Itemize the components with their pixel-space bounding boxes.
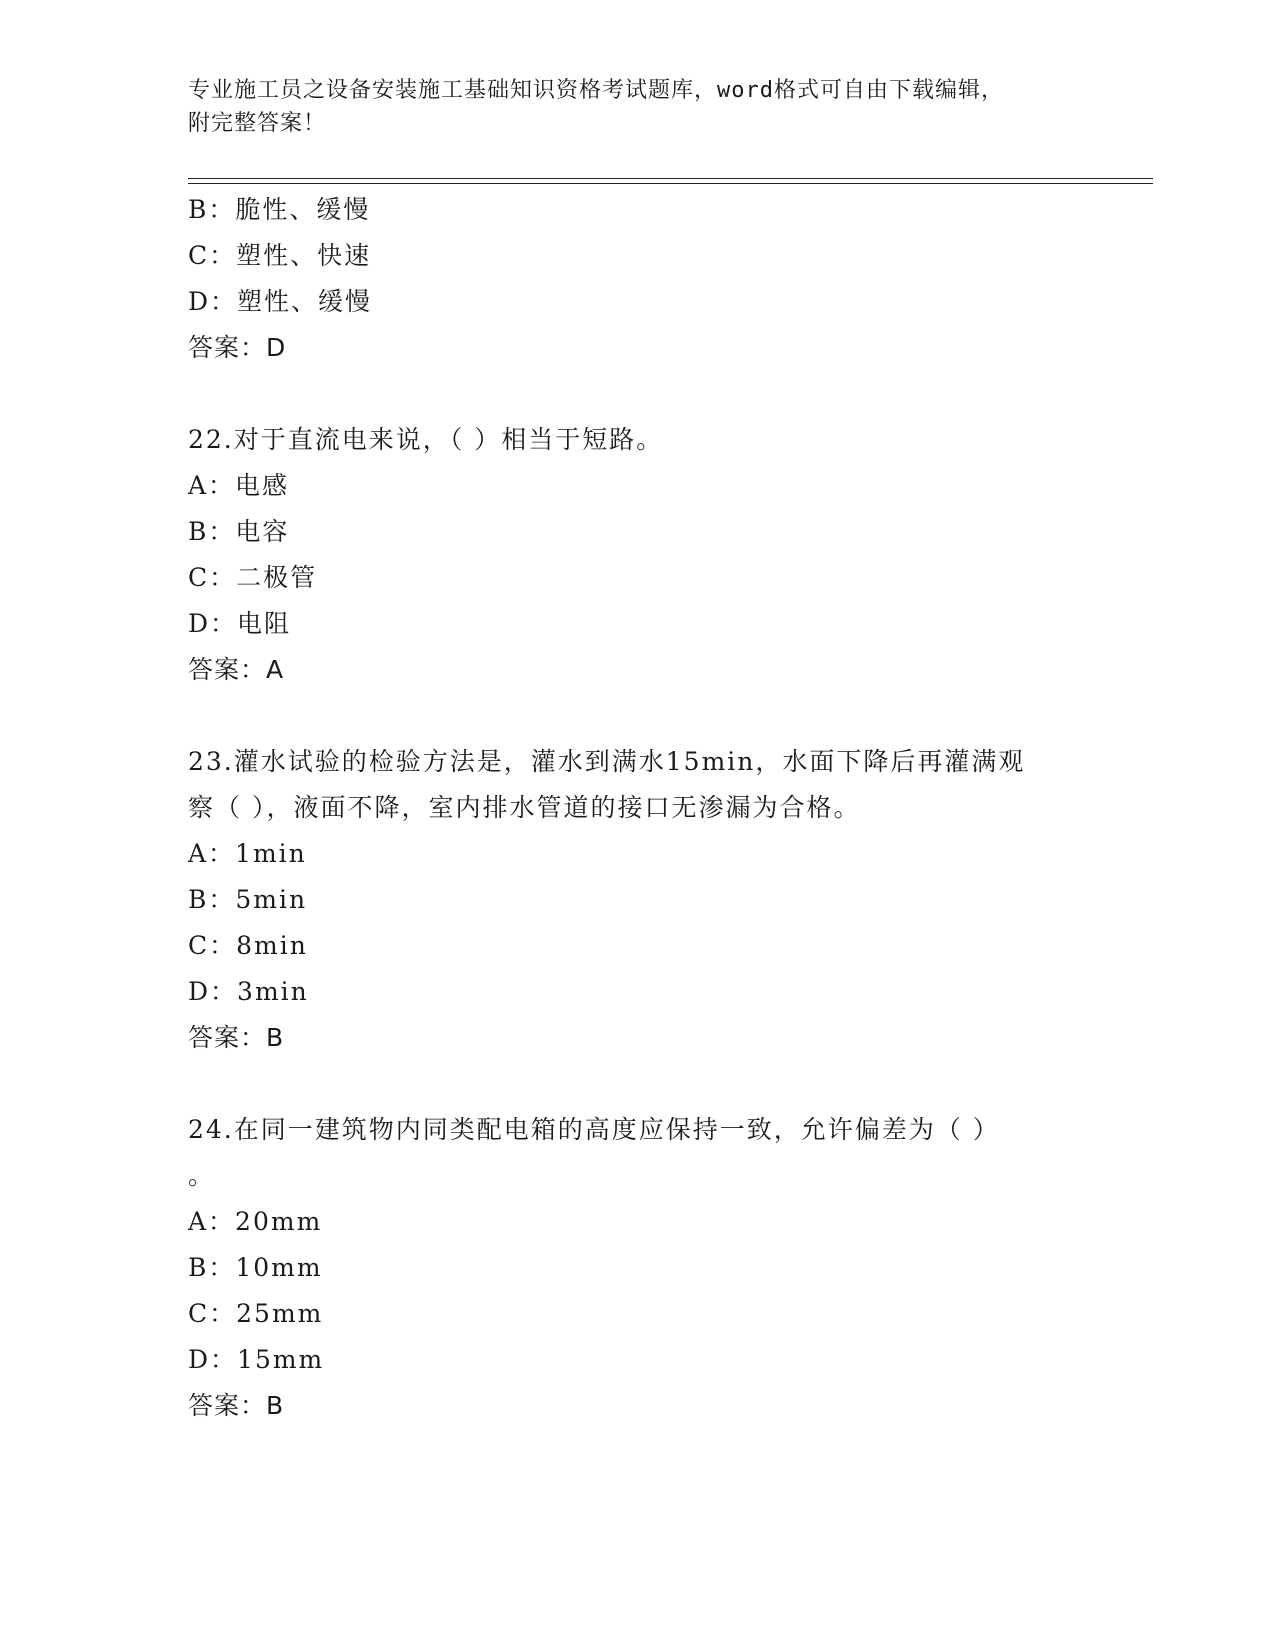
- answer-line: 答案：B: [188, 1391, 285, 1420]
- spacer: [188, 371, 1088, 417]
- question-stem-line-1: 23.灌水试验的检验方法是，灌水到满水15min，水面下降后再灌满观: [188, 747, 1026, 776]
- option-a: A：1min: [188, 839, 307, 868]
- header-line-1: 专业施工员之设备安装施工基础知识资格考试题库，word格式可自由下载编辑，: [188, 78, 1004, 103]
- question-22: [188, 417, 1088, 693]
- answer-line: 答案：D: [188, 333, 287, 362]
- answer-line: 答案：A: [188, 655, 285, 684]
- option-b: B：脆性、缓慢: [188, 195, 371, 224]
- document-header: [188, 74, 1068, 140]
- question-24: [188, 1107, 1088, 1429]
- spacer: [188, 693, 1088, 739]
- header-rule-top: [188, 178, 1153, 179]
- question-stem: 22.对于直流电来说，（ ）相当于短路。: [188, 425, 664, 454]
- question-23: [188, 739, 1088, 1061]
- option-d: D：3min: [188, 977, 309, 1006]
- question-stem-line-1: 24.在同一建筑物内同类配电箱的高度应保持一致，允许偏差为（ ）: [188, 1115, 1000, 1144]
- option-c: C：塑性、快速: [188, 241, 372, 270]
- option-b: B：电容: [188, 517, 290, 546]
- option-c: C：8min: [188, 931, 308, 960]
- question-list: [188, 187, 1088, 1429]
- option-b: B：10mm: [188, 1253, 323, 1282]
- question-stem-line-2: 察（ ），液面不降，室内排水管道的接口无渗漏为合格。: [188, 793, 861, 822]
- spacer: [188, 1061, 1088, 1107]
- option-b: B：5min: [188, 885, 308, 914]
- option-a: A：电感: [188, 471, 290, 500]
- answer-line: 答案：B: [188, 1023, 285, 1052]
- question-stem-line-2: 。: [188, 1161, 216, 1190]
- option-d: D：塑性、缓慢: [188, 287, 373, 316]
- question-21-continued: [188, 187, 1088, 371]
- header-line-2: 附完整答案！: [188, 111, 327, 136]
- option-c: C：25mm: [188, 1299, 324, 1328]
- option-a: A：20mm: [188, 1207, 323, 1236]
- option-d: D：电阻: [188, 609, 292, 638]
- header-rule-bottom: [188, 183, 1153, 184]
- option-d: D：15mm: [188, 1345, 325, 1374]
- option-c: C：二极管: [188, 563, 318, 592]
